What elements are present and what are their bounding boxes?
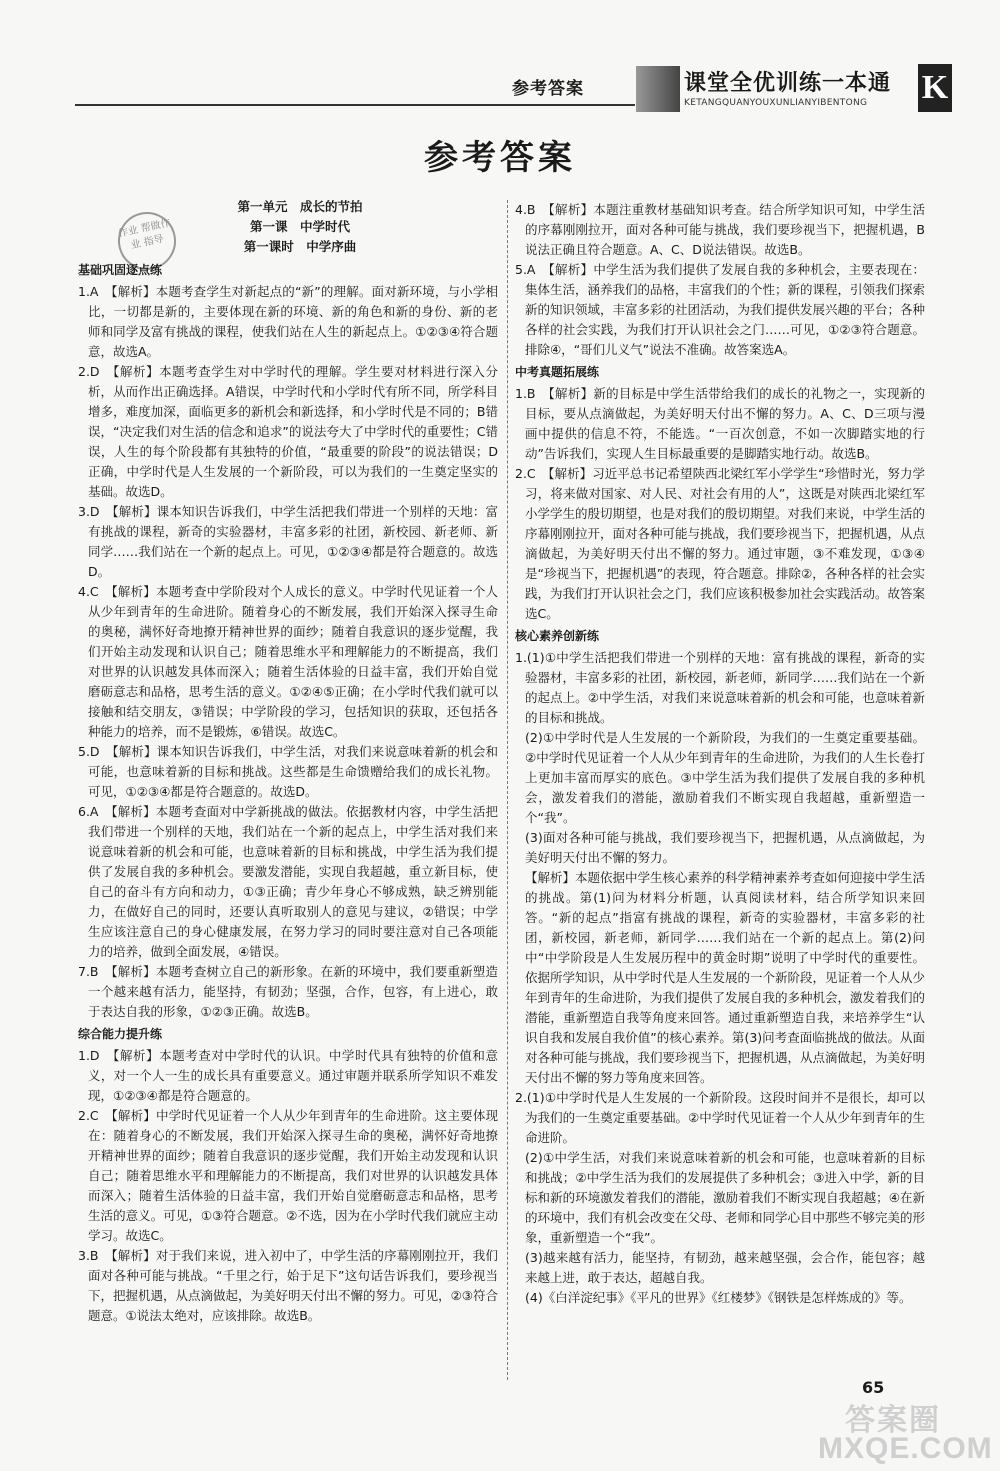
right-column xyxy=(515,200,925,1308)
answer-item: 3.D 【解析】课本知识告诉我们，中学生活把我们带进一个别样的天地：富有挑战的课程，新奇的实验器材，丰富多彩的社团，新校园、新老师、新同学……我们站在一个新的起点上。可见，①②③④都是符合题意的。故选D。 xyxy=(78,504,498,579)
section-heading: 综合能力提升练 xyxy=(78,1027,163,1041)
series-title: 课堂全优训练一本通 xyxy=(684,71,892,96)
answer-item: 1.A 【解析】本题考查学生对新起点的“新”的理解。面对新环境，与小学相比，一切都是新的，主要体现在新的环境、新的角色和新的身份、新的老师和同学及富有挑战的课程，使我们站在人生的新起点上。①②③④符合题意，故选A。 xyxy=(78,284,498,359)
unit-title: 第一单元 成长的节拍 xyxy=(237,199,363,214)
answer-item: (3)越来越有活力，能坚持，有韧劲，越来越坚强，会合作，能包容；越来越上进，敢于表达，超越自我。 xyxy=(525,1250,925,1285)
answer-item: 5.D 【解析】课本知识告诉我们，中学生活，对我们来说意味着新的机会和可能，也意味着新的目标和挑战。这些都是生命馈赠给我们的成长礼物。可见，①②③④都是符合题意的。故选D。 xyxy=(78,744,498,799)
stamp-watermark: 作业 帮做作业 指导 xyxy=(113,207,182,276)
section-heading: 基础巩固逐点练 xyxy=(78,263,163,277)
answer-item: (2)①中学生活，对我们来说意味着新的机会和可能，也意味着新的目标和挑战；②中学生活为我们的发展提供了多种机会；③进入中学，新的目标和新的环境激发着我们的潜能，激励着我们不断实现自我超越；④在新的环境中，我们有机会改变在父母、老师和同学心目中那些不够完美的形象，重新塑造一个“我”。 xyxy=(525,1150,926,1245)
left-column xyxy=(78,258,498,1326)
answer-item: 3.B 【解析】对于我们来说，进入初中了，中学生活的序幕刚刚拉开，我们面对各种可能与挑战。“千里之行，始于足下”这句话告诉我们，要珍视当下，把握机遇，从点滴做起，为美好明天付出不懈的努力。可见，②③符合题意。①说法太绝对，应该排除。故选B。 xyxy=(78,1248,498,1323)
answer-item: 4.B 【解析】本题注重教材基础知识考查。结合所学知识可知，中学生活的序幕刚刚拉开，面对各种可能与挑战，我们要珍视当下，把握机遇，B说法正确且符合题意。A、C、D说法错误。故选B。 xyxy=(515,202,925,257)
answer-item: 2.(1)①中学时代是人生发展的一个新阶段。这段时间并不是很长，却可以为我们的一生奠定重要基础。②中学时代见证着一个人从少年到青年的生命进阶。 xyxy=(515,1090,925,1145)
series-subtitle: KETANGQUANYOUXUNLIANYIBENTONG xyxy=(684,98,868,108)
section-heading: 中考真题拓展练 xyxy=(515,365,600,379)
answer-item: 6.A 【解析】本题考查面对中学新挑战的做法。依据教材内容，中学生活把我们带进一个别样的天地，我们站在一个新的起点上，中学生活对我们来说意味着新的机会和可能，也意味着新的目标和挑战，中学生活为我们提供了发展自我的多种机会。要激发潜能，实现自我超越，重立新目标，使自己的奋斗有方向和动力，①③正确；青少年身心不够成熟，缺乏辨别能力，在做好自己的同时，还要认真听取别人的意见与建议，②错误；中学生应该注意自己的身心健康发展，在努力学习的同时要注意对自己各项能力的培养，做到全面发展，④错误。 xyxy=(78,804,498,959)
header-rule xyxy=(75,104,635,106)
column-divider xyxy=(507,200,508,1380)
header-label: 参考答案 xyxy=(512,79,584,99)
answer-item: 5.A 【解析】中学生活为我们提供了发展自我的多种机会，主要表现在：集体生活，涵养我们的品格，丰富我们的个性；新的课程，引领我们探索新的知识领域，丰富多彩的社团活动，为我们提供发展兴趣的平台；各种各样的社会实践，为我们打开认识社会之门……可见，①②③符合题意。排除④，“哥们儿义气”说法不准确。故答案选A。 xyxy=(515,262,926,357)
answer-item: 【解析】本题依据中学生核心素养的科学精神素养考查如何迎接中学生活的挑战。第(1)问为材料分析题，认真阅读材料，结合所学知识来回答。“新的起点”指富有挑战的课程，新奇的实验器材，丰富多彩的社团，新校园，新老师，新同学……我们站在一个新的起点上。第(2)问中“中学阶段是人生发展历程中的黄金时期”说明了中学时代的重要性。依据所学知识，从中学时代是人生发展的一个新阶段，见证着一个人从少年到青年的生命进阶，为我们提供了发展自我的多种机会，激发着我们的潜能，重新塑造自我等角度来回答。通过重新塑造自我，来培养学生“认识自我和发展自我价值”的核心素养。第(3)问考查面临挑战的做法。从面对各种可能与挑战，我们要珍视当下，把握机遇，从点滴做起，为美好明天付出不懈的努力等角度来回答。 xyxy=(525,870,926,1085)
answer-item: 7.B 【解析】本题考查树立自己的新形象。在新的环境中，我们要重新塑造一个越来越有活力，能坚持，有韧劲；坚强，合作，包容，有上进心，敢于表达自我的形象，①②③正确。故选B。 xyxy=(78,964,498,1019)
answer-item: 2.C 【解析】中学时代见证着一个人从少年到青年的生命进阶。这主要体现在：随着身心的不断发展，我们开始深入探寻生命的奥秘，满怀好奇地撩开精神世界的面纱；随着自我意识的逐步觉醒，我们开始主动发现和认识自己；随着思维水平和理解能力的不断提高，我们对世界的认识越发具体而深入；随着生活体验的日益丰富，我们开始自觉磨砺意志和品格，思考生活的意义。可见，①③符合题意。②不选，因为在小学时代我们就应主动学习。故选C。 xyxy=(78,1108,498,1243)
watermark-text: 答案圈 xyxy=(845,1403,941,1438)
answer-item: (4)《白洋淀纪事》《平凡的世界》《红楼梦》《钢铁是怎样炼成的》等。 xyxy=(525,1290,912,1305)
answer-item: 1.(1)①中学生活把我们带进一个别样的天地：富有挑战的课程，新奇的实验器材，丰富多彩的社团，新校园，新老师，新同学……我们站在一个新的起点上。②中学生活，对我们来说意味着新的机会和可能，也意味着新的目标和挑战。 xyxy=(515,650,926,725)
page-number: 65 xyxy=(862,1378,885,1397)
answer-item: 1.D 【解析】本题考查对中学时代的认识。中学时代具有独特的价值和意义，对一个人一生的成长具有重要意义。通过审题并联系所学知识不难发现，①②③④都是符合题意的。 xyxy=(78,1048,498,1103)
brand-logo: K xyxy=(918,64,952,112)
page-title: 参考答案 xyxy=(424,140,576,177)
answer-item: 2.D 【解析】本题考查学生对中学时代的理解。学生要对材料进行深入分析，从而作出正确选择。A错误，中学时代和小学时代有所不同，所学科目增多，难度加深，面临更多的新机会和新选择，和小学时代是不同的；B错误，“决定我们对生活的信念和追求”的说法夸大了中学时代的重要性；C错误，人生的每个阶段都有其独特的价值，“最重要的阶段”的说法错误；D正确，中学时代是人生发展的一个新阶段，可以为我们的一生奠定坚实的基础。故选D。 xyxy=(78,364,498,499)
unit-headings xyxy=(200,197,400,257)
watermark-url: MXQE.COM xyxy=(818,1432,993,1465)
answer-item: 2.C 【解析】习近平总书记希望陕西北梁红军小学学生“珍惜时光，努力学习，将来做对国家、对人民、对社会有用的人”，这既是对陕西北梁红军小学学生的殷切期望，也是对我们的殷切期望。对我们来说，中学生活的序幕刚刚拉开，面对各种可能与挑战，我们要珍视当下，把握机遇，从点滴做起，为美好明天付出不懈的努力。通过审题，③不难发现，①③④是“珍视当下，把握机遇”的表现，符合题意。排除②，各种各样的社会实践，为我们打开认识社会之门，我们应该积极参加社会实践活动。故答案选C。 xyxy=(515,466,926,621)
header-band xyxy=(636,66,680,112)
lesson-title: 第一课 中学时代 xyxy=(249,219,350,234)
section-heading: 核心素养创新练 xyxy=(515,629,600,643)
period-title: 第一课时 中学序曲 xyxy=(243,239,357,254)
answer-item: (3)面对各种可能与挑战，我们要珍视当下，把握机遇，从点滴做起，为美好明天付出不懈的努力。 xyxy=(525,830,925,865)
answer-item: 4.C 【解析】本题考查中学阶段对个人成长的意义。中学时代见证着一个人从少年到青年的生命进阶。随着身心的不断发展，我们开始深入探寻生命的奥秘，满怀好奇地撩开精神世界的面纱；随着自我意识的逐步觉醒，我们开始主动发现和认识自己；随着思维水平和理解能力的不断提高，我们对世界的认识越发具体而深入；随着生活体验的日益丰富，我们开始自觉磨砺意志和品格，思考生活的意义。①②④⑤正确；在小学时代我们就可以接触和结交朋友，③错误；中学阶段的学习，包括知识的获取，还包括各种能力的培养，而不是锻炼，⑥错误。故选C。 xyxy=(78,584,498,739)
answer-item: 1.B 【解析】新的目标是中学生活带给我们的成长的礼物之一，实现新的目标，要从点滴做起，为美好明天付出不懈的努力。A、C、D三项与漫画中提供的信息不符，不能选。“一百次创意，不如一次脚踏实地的行动”告诉我们，实现人生目标最重要的是脚踏实地行动。故选B。 xyxy=(515,386,925,461)
answer-item: (2)①中学时代是人生发展的一个新阶段，为我们的一生奠定重要基础。②中学时代见证着一个人从少年到青年的生命进阶，为我们的人生长卷打上更加丰富而厚实的底色。③中学生活为我们提供了发展自我的多种机会，激发着我们的潜能，激励着我们不断实现自我超越，重新塑造一个“我”。 xyxy=(525,730,925,825)
